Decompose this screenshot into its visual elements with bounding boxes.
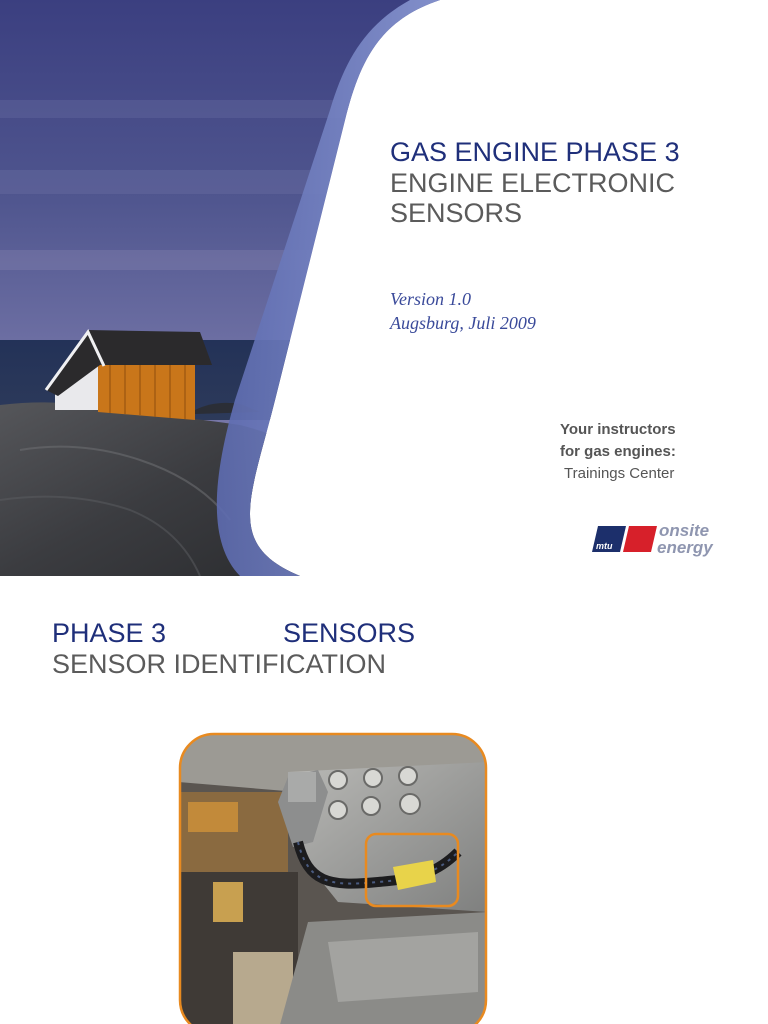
instructors-department: Trainings Center [564,465,675,482]
sensor-photo [178,732,488,1024]
sensor-identification-slide [0,580,768,1024]
cover-title-line-3: SENSORS [390,198,523,228]
slide2-subtitle: SENSOR IDENTIFICATION [52,649,387,679]
slide2-title-phase: PHASE 3 [52,618,167,648]
place-date-text: Augsburg, Juli 2009 [390,313,536,333]
version-text: Version 1.0 [390,289,471,309]
slide2-title-sensors: SENSORS [283,618,416,648]
svg-text:mtu: mtu [596,541,613,551]
svg-text:energy: energy [657,538,713,557]
instructors-heading-line-2: for gas engines: [560,443,676,460]
cover-title-line-1: GAS ENGINE PHASE 3 [390,137,680,167]
cover-title-line-2: ENGINE ELECTRONIC [390,168,676,198]
svg-text:onsite: onsite [659,521,710,540]
instructors-heading-line-1: Your instructors [560,421,676,438]
mtu-onsite-energy-logo [592,518,742,558]
